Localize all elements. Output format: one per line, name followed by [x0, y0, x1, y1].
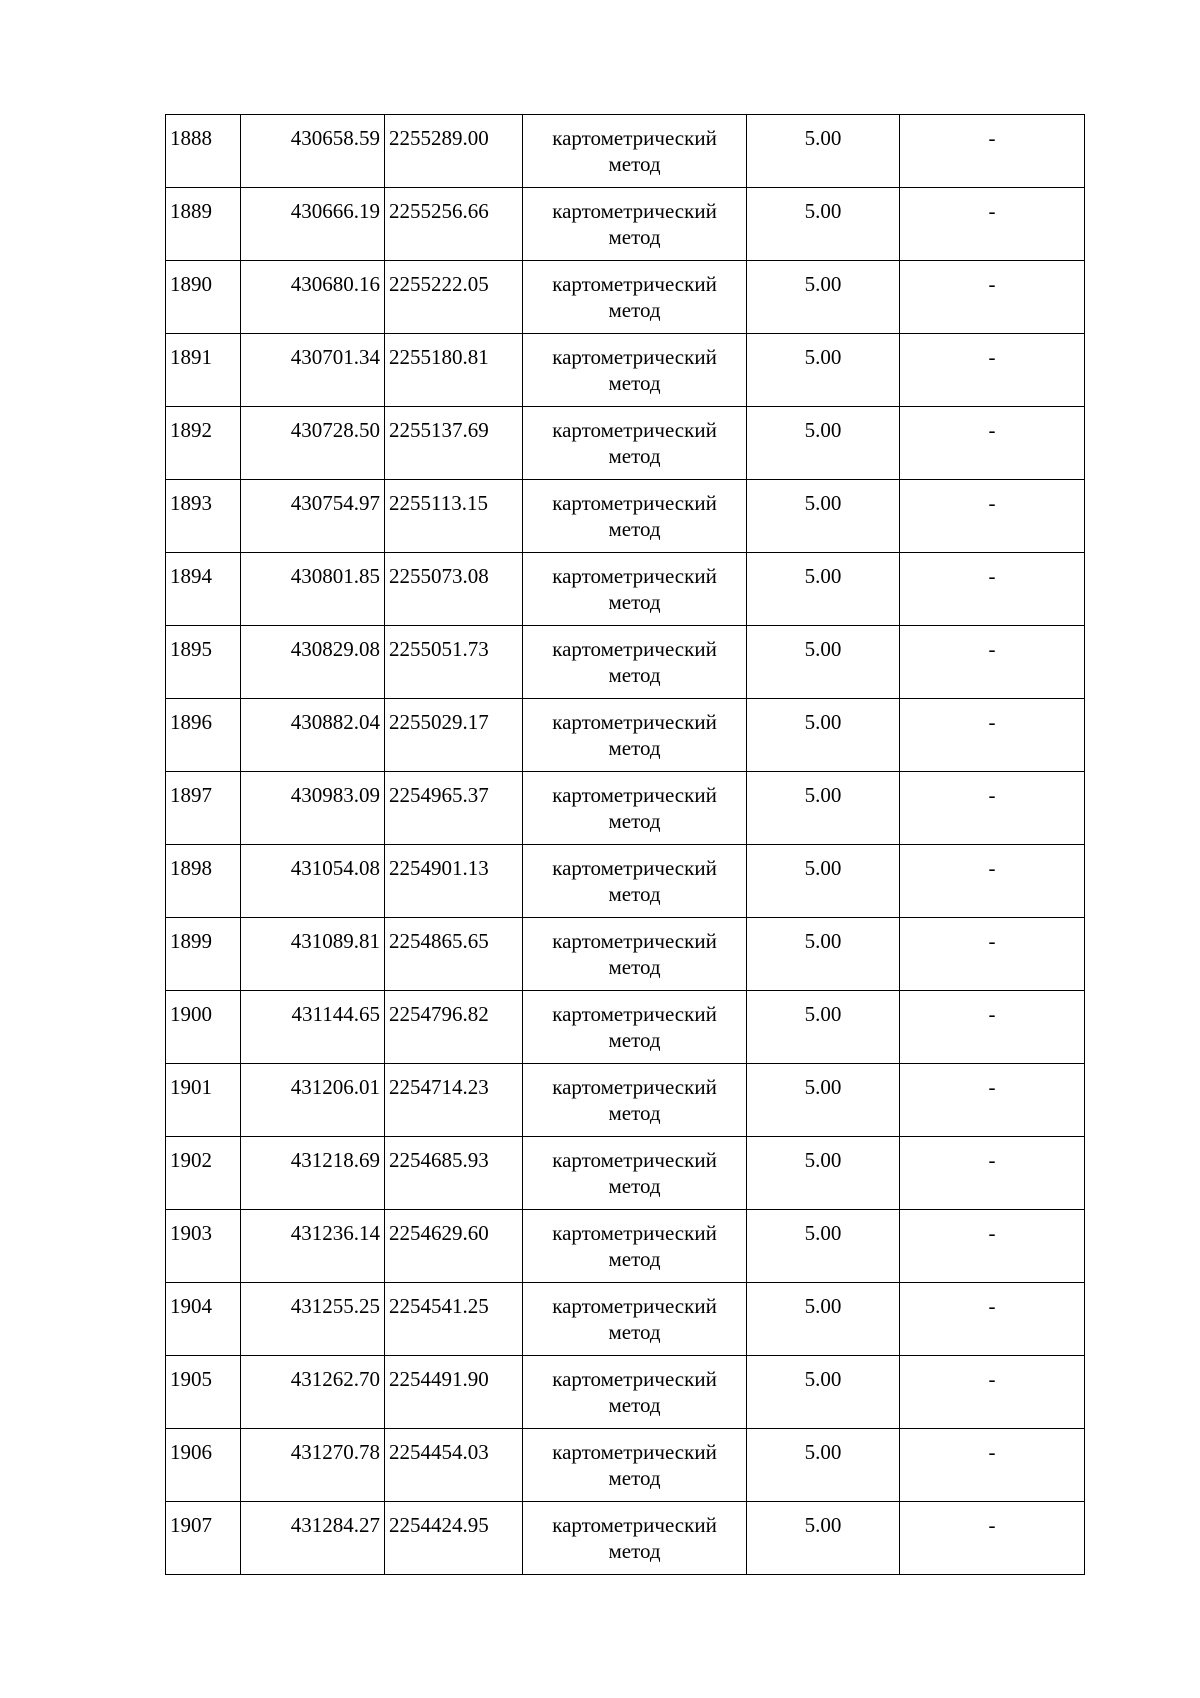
table-body: [166, 115, 1085, 1575]
method-cell: картометрический метод: [523, 626, 747, 699]
accuracy-cell: 5.00: [747, 991, 900, 1064]
method-cell: картометрический метод: [523, 1064, 747, 1137]
point-number-cell: 1894: [166, 553, 241, 626]
y-coordinate-cell: 2255113.15: [385, 480, 523, 553]
y-coordinate-cell: 2255222.05: [385, 261, 523, 334]
method-cell: картометрический метод: [523, 918, 747, 991]
point-number-cell: 1891: [166, 334, 241, 407]
y-coordinate-cell: 2255289.00: [385, 115, 523, 188]
x-coordinate-cell: 431218.69: [241, 1137, 385, 1210]
description-cell: -: [900, 261, 1085, 334]
x-coordinate-cell: 430754.97: [241, 480, 385, 553]
table-row: [166, 626, 1085, 699]
point-number-cell: 1907: [166, 1502, 241, 1575]
description-cell: -: [900, 918, 1085, 991]
description-cell: -: [900, 772, 1085, 845]
accuracy-cell: 5.00: [747, 407, 900, 480]
table-row: [166, 1429, 1085, 1502]
accuracy-cell: 5.00: [747, 480, 900, 553]
point-number-cell: 1892: [166, 407, 241, 480]
method-cell: картометрический метод: [523, 1137, 747, 1210]
x-coordinate-cell: 430701.34: [241, 334, 385, 407]
table-row: [166, 772, 1085, 845]
method-cell: картометрический метод: [523, 1356, 747, 1429]
y-coordinate-cell: 2254541.25: [385, 1283, 523, 1356]
description-cell: -: [900, 1064, 1085, 1137]
method-cell: картометрический метод: [523, 1283, 747, 1356]
method-cell: картометрический метод: [523, 480, 747, 553]
y-coordinate-cell: 2254714.23: [385, 1064, 523, 1137]
point-number-cell: 1900: [166, 991, 241, 1064]
point-number-cell: 1897: [166, 772, 241, 845]
point-number-cell: 1888: [166, 115, 241, 188]
y-coordinate-cell: 2254491.90: [385, 1356, 523, 1429]
point-number-cell: 1902: [166, 1137, 241, 1210]
description-cell: -: [900, 991, 1085, 1064]
description-cell: -: [900, 407, 1085, 480]
x-coordinate-cell: 430666.19: [241, 188, 385, 261]
x-coordinate-cell: 431270.78: [241, 1429, 385, 1502]
point-number-cell: 1895: [166, 626, 241, 699]
x-coordinate-cell: 431262.70: [241, 1356, 385, 1429]
method-cell: картометрический метод: [523, 1210, 747, 1283]
y-coordinate-cell: 2254865.65: [385, 918, 523, 991]
point-number-cell: 1903: [166, 1210, 241, 1283]
description-cell: -: [900, 1137, 1085, 1210]
point-number-cell: 1901: [166, 1064, 241, 1137]
accuracy-cell: 5.00: [747, 334, 900, 407]
y-coordinate-cell: 2254965.37: [385, 772, 523, 845]
method-cell: картометрический метод: [523, 261, 747, 334]
point-number-cell: 1890: [166, 261, 241, 334]
point-number-cell: 1889: [166, 188, 241, 261]
y-coordinate-cell: 2254685.93: [385, 1137, 523, 1210]
description-cell: -: [900, 626, 1085, 699]
table-row: [166, 188, 1085, 261]
description-cell: -: [900, 1356, 1085, 1429]
table-row: [166, 1283, 1085, 1356]
y-coordinate-cell: 2254454.03: [385, 1429, 523, 1502]
method-cell: картометрический метод: [523, 699, 747, 772]
table-row: [166, 407, 1085, 480]
accuracy-cell: 5.00: [747, 115, 900, 188]
point-number-cell: 1896: [166, 699, 241, 772]
y-coordinate-cell: 2254629.60: [385, 1210, 523, 1283]
x-coordinate-cell: 430658.59: [241, 115, 385, 188]
description-cell: -: [900, 699, 1085, 772]
x-coordinate-cell: 430728.50: [241, 407, 385, 480]
description-cell: -: [900, 334, 1085, 407]
table-row: [166, 334, 1085, 407]
accuracy-cell: 5.00: [747, 1210, 900, 1283]
table-row: [166, 699, 1085, 772]
accuracy-cell: 5.00: [747, 261, 900, 334]
x-coordinate-cell: 430680.16: [241, 261, 385, 334]
y-coordinate-cell: 2254796.82: [385, 991, 523, 1064]
table-row: [166, 1064, 1085, 1137]
method-cell: картометрический метод: [523, 845, 747, 918]
table-row: [166, 115, 1085, 188]
accuracy-cell: 5.00: [747, 1356, 900, 1429]
y-coordinate-cell: 2255073.08: [385, 553, 523, 626]
y-coordinate-cell: 2255256.66: [385, 188, 523, 261]
x-coordinate-cell: 431284.27: [241, 1502, 385, 1575]
method-cell: картометрический метод: [523, 188, 747, 261]
table-row: [166, 1137, 1085, 1210]
accuracy-cell: 5.00: [747, 699, 900, 772]
y-coordinate-cell: 2255051.73: [385, 626, 523, 699]
x-coordinate-cell: 431144.65: [241, 991, 385, 1064]
x-coordinate-cell: 430882.04: [241, 699, 385, 772]
table-row: [166, 1356, 1085, 1429]
point-number-cell: 1893: [166, 480, 241, 553]
table-row: [166, 1210, 1085, 1283]
point-number-cell: 1905: [166, 1356, 241, 1429]
description-cell: -: [900, 1429, 1085, 1502]
point-number-cell: 1899: [166, 918, 241, 991]
y-coordinate-cell: 2254424.95: [385, 1502, 523, 1575]
table-row: [166, 1502, 1085, 1575]
description-cell: -: [900, 553, 1085, 626]
accuracy-cell: 5.00: [747, 845, 900, 918]
description-cell: -: [900, 480, 1085, 553]
y-coordinate-cell: 2255137.69: [385, 407, 523, 480]
accuracy-cell: 5.00: [747, 918, 900, 991]
table-row: [166, 845, 1085, 918]
accuracy-cell: 5.00: [747, 1064, 900, 1137]
description-cell: -: [900, 1502, 1085, 1575]
x-coordinate-cell: 431255.25: [241, 1283, 385, 1356]
x-coordinate-cell: 430983.09: [241, 772, 385, 845]
table-row: [166, 918, 1085, 991]
accuracy-cell: 5.00: [747, 553, 900, 626]
accuracy-cell: 5.00: [747, 1137, 900, 1210]
method-cell: картометрический метод: [523, 334, 747, 407]
description-cell: -: [900, 115, 1085, 188]
accuracy-cell: 5.00: [747, 1502, 900, 1575]
method-cell: картометрический метод: [523, 991, 747, 1064]
x-coordinate-cell: 431089.81: [241, 918, 385, 991]
method-cell: картометрический метод: [523, 772, 747, 845]
accuracy-cell: 5.00: [747, 772, 900, 845]
table-row: [166, 480, 1085, 553]
x-coordinate-cell: 431054.08: [241, 845, 385, 918]
y-coordinate-cell: 2255180.81: [385, 334, 523, 407]
x-coordinate-cell: 430829.08: [241, 626, 385, 699]
accuracy-cell: 5.00: [747, 1429, 900, 1502]
point-number-cell: 1904: [166, 1283, 241, 1356]
coordinates-table: [165, 114, 1085, 1575]
table-row: [166, 261, 1085, 334]
x-coordinate-cell: 431206.01: [241, 1064, 385, 1137]
accuracy-cell: 5.00: [747, 626, 900, 699]
description-cell: -: [900, 1283, 1085, 1356]
method-cell: картометрический метод: [523, 115, 747, 188]
description-cell: -: [900, 1210, 1085, 1283]
method-cell: картометрический метод: [523, 1502, 747, 1575]
point-number-cell: 1906: [166, 1429, 241, 1502]
method-cell: картометрический метод: [523, 1429, 747, 1502]
description-cell: -: [900, 845, 1085, 918]
method-cell: картометрический метод: [523, 553, 747, 626]
accuracy-cell: 5.00: [747, 188, 900, 261]
x-coordinate-cell: 431236.14: [241, 1210, 385, 1283]
accuracy-cell: 5.00: [747, 1283, 900, 1356]
y-coordinate-cell: 2254901.13: [385, 845, 523, 918]
description-cell: -: [900, 188, 1085, 261]
method-cell: картометрический метод: [523, 407, 747, 480]
point-number-cell: 1898: [166, 845, 241, 918]
x-coordinate-cell: 430801.85: [241, 553, 385, 626]
table-row: [166, 991, 1085, 1064]
y-coordinate-cell: 2255029.17: [385, 699, 523, 772]
table-row: [166, 553, 1085, 626]
